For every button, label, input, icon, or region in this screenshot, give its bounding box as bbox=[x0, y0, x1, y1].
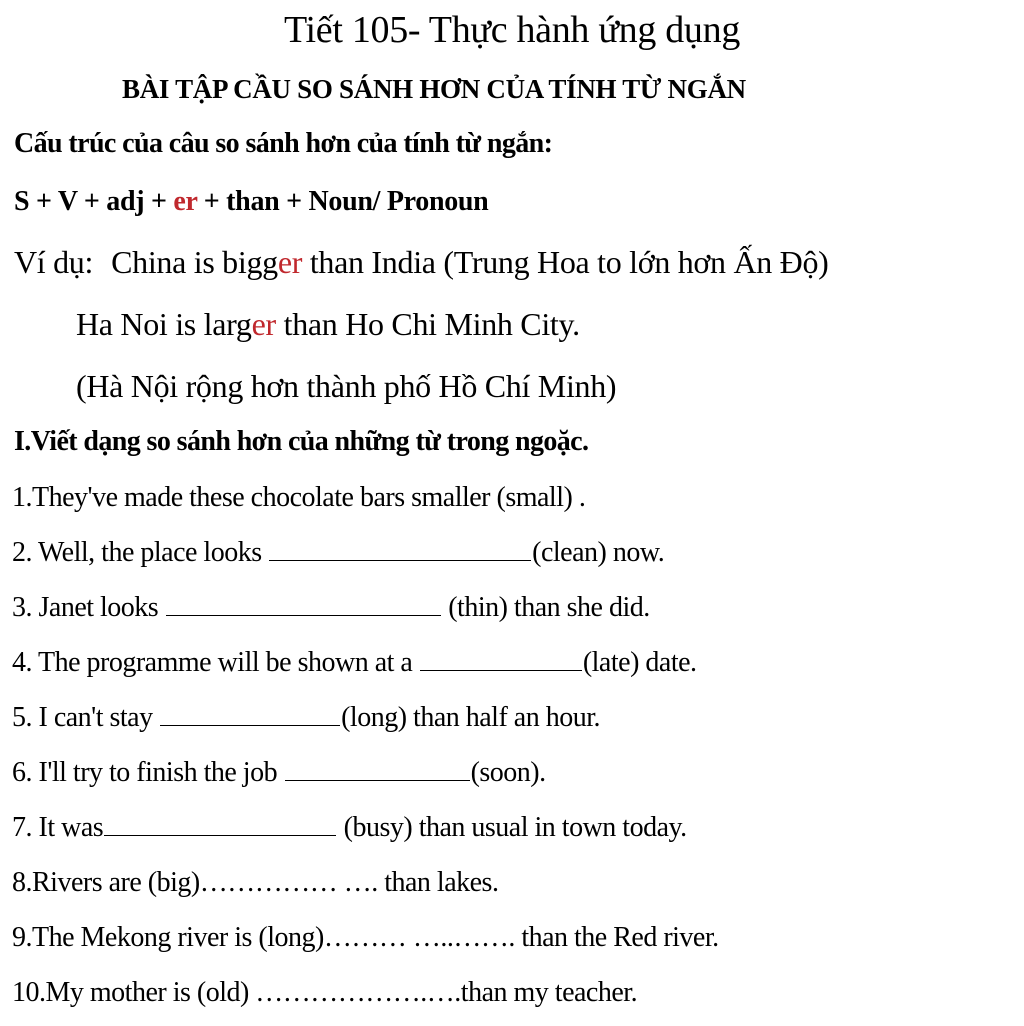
answer-blank bbox=[160, 724, 340, 726]
example-1 bbox=[14, 244, 829, 281]
exercise-item-1: 1.They've made these chocolate bars smaller (small) . bbox=[12, 482, 586, 513]
answer-blank bbox=[285, 779, 470, 781]
exercise-item-7-text-a: 7. It was bbox=[12, 812, 104, 843]
structure-heading: Cấu trúc của câu so sánh hơn của tính từ ngắn: bbox=[14, 128, 553, 159]
exercise-item-5-text-b: (long) than half an hour. bbox=[341, 702, 600, 733]
exercise-item-7 bbox=[12, 812, 687, 844]
exercise-item-5-text-a: 5. I can't stay bbox=[12, 702, 160, 733]
answer-blank bbox=[420, 669, 582, 671]
formula-part1: S + V + adj + bbox=[14, 186, 174, 217]
example-1-text-b: than India (Trung Hoa to lớn hơn Ấn Độ) bbox=[302, 244, 829, 280]
example-3: (Hà Nội rộng hơn thành phố Hồ Chí Minh) bbox=[76, 368, 617, 404]
exercise-heading: I.Viết dạng so sánh hơn của những từ trong ngoặc. bbox=[14, 426, 589, 457]
exercise-item-3 bbox=[12, 592, 650, 624]
example-1-text-a: China is bigg bbox=[111, 244, 278, 280]
answer-blank bbox=[104, 834, 336, 836]
exercise-item-6 bbox=[12, 757, 546, 789]
exercise-item-4-text-a: 4. The programme will be shown at a bbox=[12, 647, 419, 678]
answer-blank bbox=[269, 559, 531, 561]
example-2-suffix: er bbox=[251, 306, 276, 342]
page-title: Tiết 105- Thực hành ứng dụng bbox=[283, 9, 741, 51]
exercise-item-2-text-a: 2. Well, the place looks bbox=[12, 537, 269, 568]
exercise-item-10: 10.My mother is (old) ……………….….than my teacher. bbox=[12, 977, 638, 1008]
exercise-item-2 bbox=[12, 537, 664, 569]
answer-blank bbox=[166, 614, 441, 616]
formula bbox=[14, 186, 488, 218]
exercise-item-6-text-a: 6. I'll try to finish the job bbox=[12, 757, 284, 788]
exercise-item-2-text-b: (clean) now. bbox=[532, 537, 665, 568]
exercise-item-3-text-a: 3. Janet looks bbox=[12, 592, 165, 623]
example-2-text-b: than Ho Chi Minh City. bbox=[275, 306, 580, 342]
exercise-item-4 bbox=[12, 647, 697, 679]
example-label: Ví dụ: bbox=[14, 244, 94, 280]
exercise-item-8: 8.Rivers are (big)…………… …. than lakes. bbox=[12, 867, 499, 898]
exercise-item-9: 9.The Mekong river is (long)……… …..……. than the Red river. bbox=[12, 922, 719, 953]
page-subtitle: BÀI TẬP CẦU SO SÁNH HƠN CỦA TÍNH TỪ NGẮN bbox=[122, 74, 746, 104]
example-1-suffix: er bbox=[277, 244, 303, 280]
exercise-item-5 bbox=[12, 702, 600, 734]
example-2-text-a: Ha Noi is larg bbox=[76, 306, 252, 342]
exercise-item-3-text-b: (thin) than she did. bbox=[441, 592, 650, 623]
formula-suffix: er bbox=[173, 186, 198, 217]
example-2 bbox=[76, 306, 580, 343]
exercise-item-7-text-b: (busy) than usual in town today. bbox=[337, 812, 687, 843]
exercise-item-4-text-b: (late) date. bbox=[582, 647, 697, 678]
exercise-item-6-text-b: (soon). bbox=[470, 757, 546, 788]
formula-part2: + than + Noun/ Pronoun bbox=[197, 186, 489, 217]
